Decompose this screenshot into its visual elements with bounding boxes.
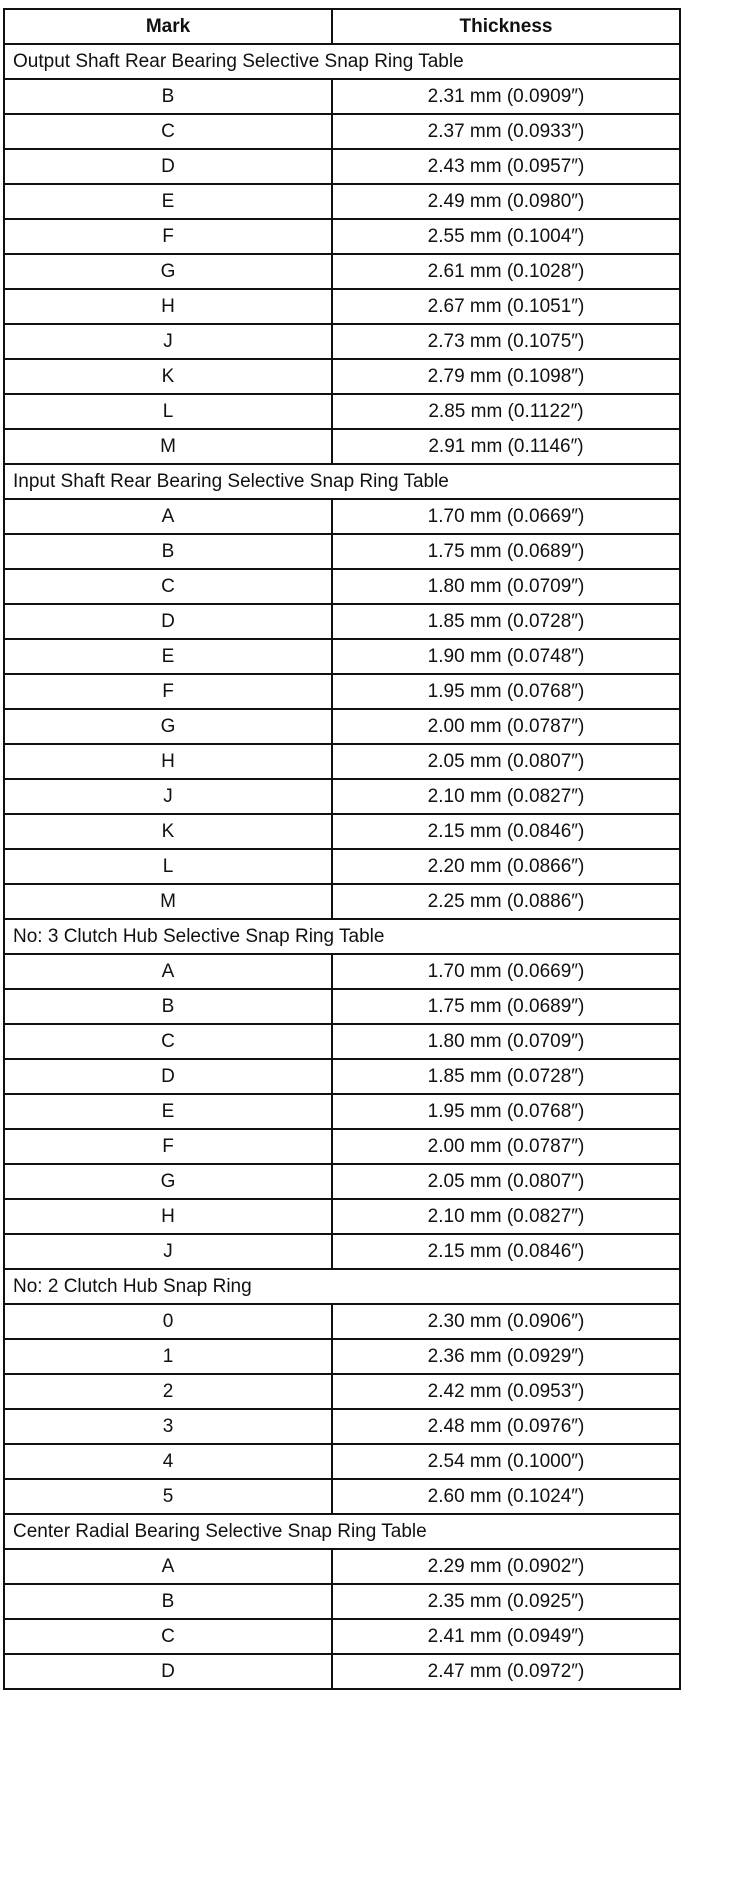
thickness-cell: 2.79 mm (0.1098″) [332,359,680,394]
mark-cell: 2 [4,1374,332,1409]
thickness-cell: 1.80 mm (0.0709″) [332,569,680,604]
mark-cell: 0 [4,1304,332,1339]
mark-cell: C [4,1619,332,1654]
thickness-cell: 2.42 mm (0.0953″) [332,1374,680,1409]
header-mark: Mark [4,9,332,44]
table-row [4,149,680,184]
table-row [4,849,680,884]
thickness-cell: 2.35 mm (0.0925″) [332,1584,680,1619]
thickness-cell: 2.10 mm (0.0827″) [332,1199,680,1234]
table-body [4,44,680,1689]
thickness-cell: 2.73 mm (0.1075″) [332,324,680,359]
thickness-cell: 1.85 mm (0.0728″) [332,1059,680,1094]
thickness-cell: 2.85 mm (0.1122″) [332,394,680,429]
table-row [4,219,680,254]
thickness-cell: 1.70 mm (0.0669″) [332,499,680,534]
table-row [4,1199,680,1234]
thickness-cell: 1.90 mm (0.0748″) [332,639,680,674]
table-row [4,1479,680,1514]
table-row [4,1304,680,1339]
thickness-cell: 2.91 mm (0.1146″) [332,429,680,464]
table-row [4,744,680,779]
table-row [4,639,680,674]
mark-cell: J [4,1234,332,1269]
table-row [4,954,680,989]
thickness-cell: 2.00 mm (0.0787″) [332,709,680,744]
mark-cell: F [4,674,332,709]
thickness-cell: 2.47 mm (0.0972″) [332,1654,680,1689]
mark-cell: 1 [4,1339,332,1374]
thickness-cell: 2.37 mm (0.0933″) [332,114,680,149]
thickness-cell: 2.15 mm (0.0846″) [332,1234,680,1269]
thickness-cell: 2.00 mm (0.0787″) [332,1129,680,1164]
thickness-cell: 1.75 mm (0.0689″) [332,989,680,1024]
table-row [4,1584,680,1619]
mark-cell: B [4,79,332,114]
mark-cell: E [4,1094,332,1129]
mark-cell: D [4,1059,332,1094]
table-row [4,1129,680,1164]
section-row [4,1514,680,1549]
table-row [4,289,680,324]
table-row [4,394,680,429]
table-row [4,1409,680,1444]
table-row [4,429,680,464]
thickness-cell: 2.41 mm (0.0949″) [332,1619,680,1654]
mark-cell: 5 [4,1479,332,1514]
table-row [4,709,680,744]
thickness-cell: 2.15 mm (0.0846″) [332,814,680,849]
table-row [4,534,680,569]
table-row [4,884,680,919]
table-row [4,1374,680,1409]
mark-cell: H [4,744,332,779]
mark-cell: M [4,884,332,919]
mark-cell: H [4,1199,332,1234]
thickness-cell: 2.60 mm (0.1024″) [332,1479,680,1514]
mark-cell: 3 [4,1409,332,1444]
mark-cell: E [4,639,332,674]
table-row [4,674,680,709]
thickness-cell: 2.25 mm (0.0886″) [332,884,680,919]
thickness-cell: 2.31 mm (0.0909″) [332,79,680,114]
mark-cell: K [4,359,332,394]
table-row [4,254,680,289]
mark-cell: D [4,1654,332,1689]
mark-cell: D [4,149,332,184]
section-title: Output Shaft Rear Bearing Selective Snap Ring Table [4,44,680,79]
header-row [4,9,680,44]
table-row [4,1619,680,1654]
thickness-cell: 1.95 mm (0.0768″) [332,674,680,709]
table-row [4,1234,680,1269]
table-row [4,1339,680,1374]
table-row [4,114,680,149]
mark-cell: J [4,324,332,359]
mark-cell: K [4,814,332,849]
table-row [4,1024,680,1059]
mark-cell: D [4,604,332,639]
thickness-cell: 2.30 mm (0.0906″) [332,1304,680,1339]
mark-cell: G [4,1164,332,1199]
mark-cell: L [4,394,332,429]
mark-cell: A [4,499,332,534]
mark-cell: M [4,429,332,464]
snap-ring-table [3,8,681,1690]
mark-cell: A [4,1549,332,1584]
thickness-cell: 2.05 mm (0.0807″) [332,1164,680,1199]
table-row [4,779,680,814]
thickness-cell: 2.49 mm (0.0980″) [332,184,680,219]
header-thickness: Thickness [332,9,680,44]
mark-cell: J [4,779,332,814]
table-row [4,604,680,639]
section-row [4,44,680,79]
mark-cell: F [4,219,332,254]
table-row [4,1164,680,1199]
thickness-cell: 2.48 mm (0.0976″) [332,1409,680,1444]
table-row [4,1549,680,1584]
thickness-cell: 2.36 mm (0.0929″) [332,1339,680,1374]
table-row [4,1654,680,1689]
mark-cell: B [4,534,332,569]
mark-cell: L [4,849,332,884]
thickness-cell: 1.75 mm (0.0689″) [332,534,680,569]
section-title: Center Radial Bearing Selective Snap Ring Table [4,1514,680,1549]
table-row [4,359,680,394]
table-row [4,324,680,359]
thickness-cell: 1.95 mm (0.0768″) [332,1094,680,1129]
table-row [4,1094,680,1129]
mark-cell: B [4,989,332,1024]
thickness-cell: 2.29 mm (0.0902″) [332,1549,680,1584]
table-row [4,79,680,114]
thickness-cell: 2.54 mm (0.1000″) [332,1444,680,1479]
section-title: No: 2 Clutch Hub Snap Ring [4,1269,680,1304]
section-title: Input Shaft Rear Bearing Selective Snap Ring Table [4,464,680,499]
mark-cell: B [4,1584,332,1619]
section-title: No: 3 Clutch Hub Selective Snap Ring Table [4,919,680,954]
table-row [4,989,680,1024]
mark-cell: C [4,114,332,149]
thickness-cell: 1.70 mm (0.0669″) [332,954,680,989]
thickness-cell: 2.55 mm (0.1004″) [332,219,680,254]
table-row [4,499,680,534]
table-row [4,569,680,604]
thickness-cell: 2.61 mm (0.1028″) [332,254,680,289]
section-row [4,919,680,954]
mark-cell: C [4,1024,332,1059]
thickness-cell: 2.10 mm (0.0827″) [332,779,680,814]
table-row [4,1059,680,1094]
mark-cell: E [4,184,332,219]
mark-cell: C [4,569,332,604]
thickness-cell: 2.67 mm (0.1051″) [332,289,680,324]
snap-ring-table-sheet [3,8,679,1690]
mark-cell: F [4,1129,332,1164]
thickness-cell: 2.05 mm (0.0807″) [332,744,680,779]
mark-cell: G [4,709,332,744]
thickness-cell: 2.43 mm (0.0957″) [332,149,680,184]
table-row [4,1444,680,1479]
mark-cell: H [4,289,332,324]
section-row [4,464,680,499]
section-row [4,1269,680,1304]
mark-cell: 4 [4,1444,332,1479]
table-row [4,184,680,219]
thickness-cell: 1.85 mm (0.0728″) [332,604,680,639]
mark-cell: G [4,254,332,289]
thickness-cell: 2.20 mm (0.0866″) [332,849,680,884]
table-row [4,814,680,849]
mark-cell: A [4,954,332,989]
thickness-cell: 1.80 mm (0.0709″) [332,1024,680,1059]
